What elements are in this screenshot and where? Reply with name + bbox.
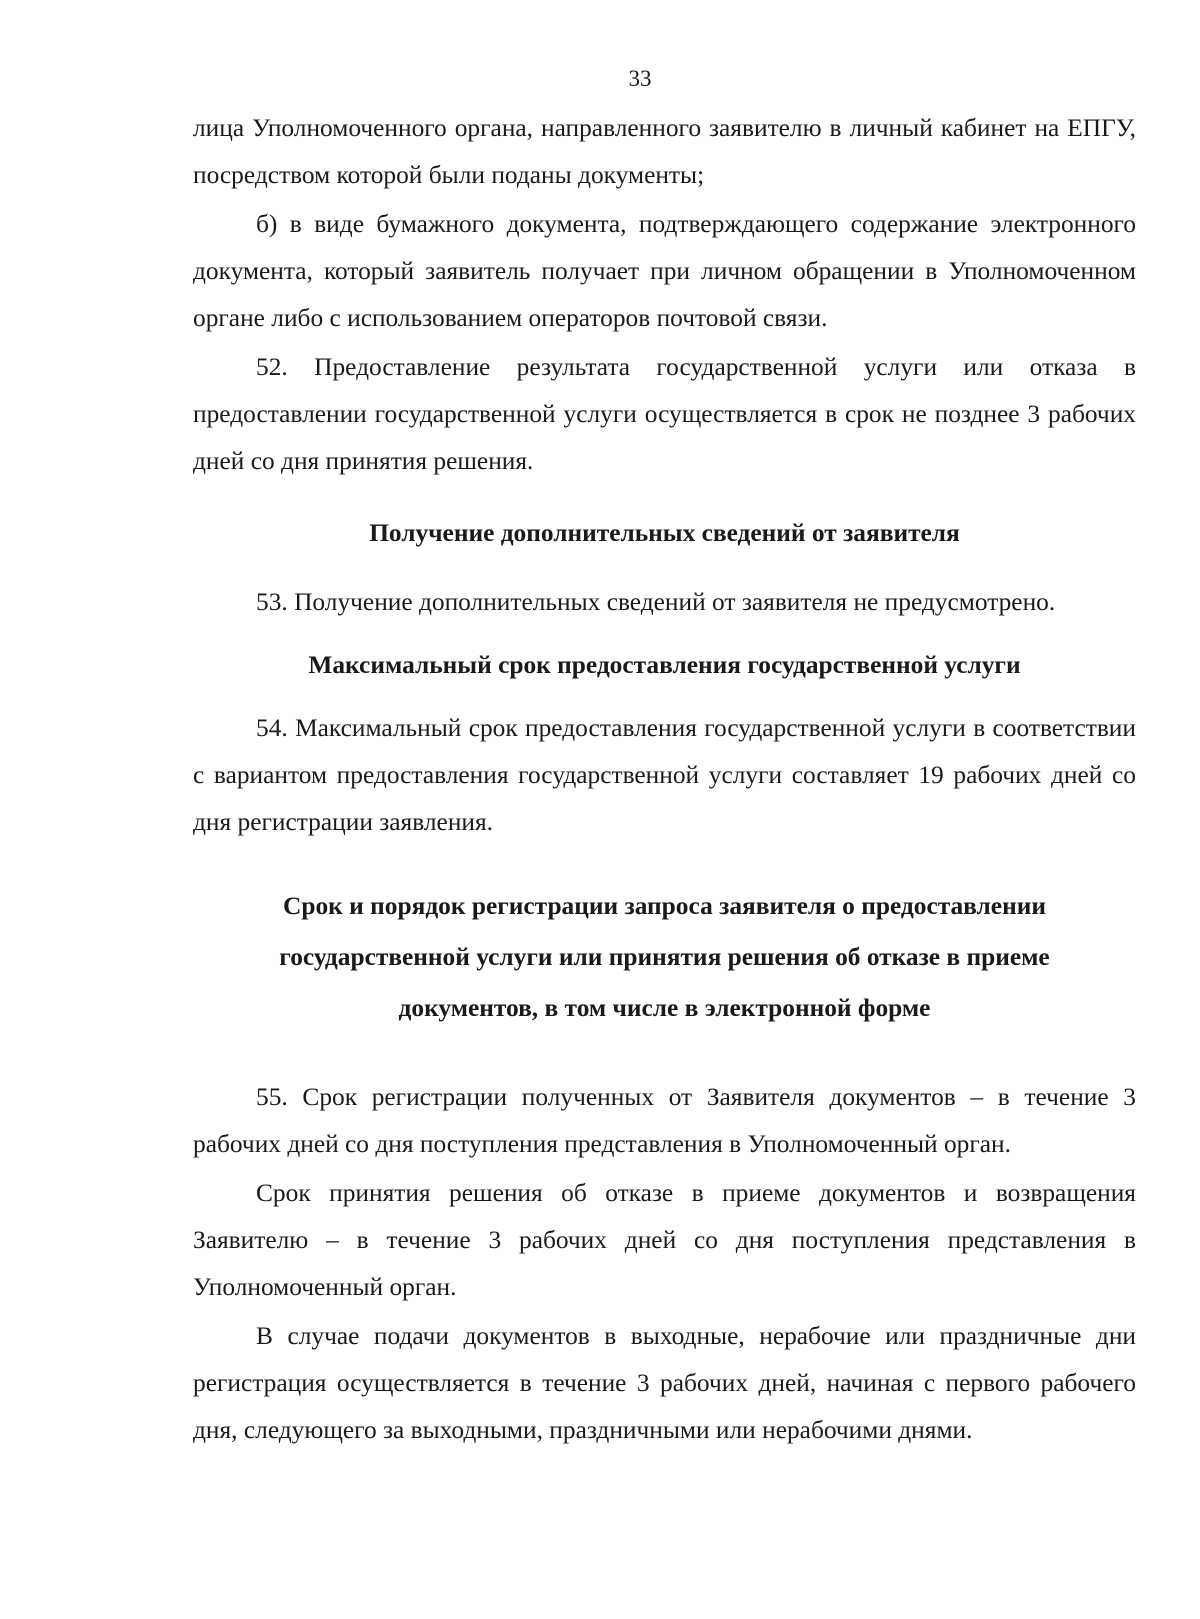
- paragraph-refusal-term: Срок принятия решения об отказе в приеме документов и возвращения Заявителю – в течение 3 рабочих дней со дня поступления представления в Уполномоченный орган.: [193, 1179, 1136, 1301]
- heading-line: Срок и порядок регистрации запроса заявителя о предоставлении: [283, 892, 1046, 920]
- paragraph-54: 54. Максимальный срок предоставления государственной услуги в соответствии с вариантом предоставления государственной услуги составляет 19 рабочих дней со дня регистрации заявления.: [193, 714, 1136, 836]
- section-heading-max-term: Максимальный срок предоставления государственной услуги: [308, 651, 1021, 679]
- paragraph-55: 55. Срок регистрации полученных от Заявителя документов – в течение 3 рабочих дней со дня поступления представления в Уполномоченный орган.: [193, 1083, 1136, 1158]
- paragraph-53: 53. Получение дополнительных сведений от заявителя не предусмотрено.: [256, 588, 1056, 616]
- paragraph-item-b: б) в виде бумажного документа, подтверждающего содержание электронного документа, который заявитель получает при личном обращении в Уполномоченном органе либо с использованием операторов почтовой связи.: [193, 210, 1136, 332]
- document-body: [193, 105, 1136, 1454]
- section-heading-registration: [193, 881, 1136, 1034]
- heading-line: документов, в том числе в электронной форме: [398, 994, 931, 1022]
- section-heading-additional-info: Получение дополнительных сведений от заявителя: [369, 519, 960, 547]
- paragraph-continuation: лица Уполномоченного органа, направленного заявителю в личный кабинет на ЕПГУ, посредством которой были поданы документы;: [193, 114, 1136, 189]
- paragraph-holidays: В случае подачи документов в выходные, нерабочие или праздничные дни регистрация осуществляется в течение 3 рабочих дней, начиная с первого рабочего дня, следующего за выходными, праздничными или нерабочими днями.: [193, 1322, 1136, 1444]
- page-number: 33: [628, 66, 652, 91]
- paragraph-52: 52. Предоставление результата государственной услуги или отказа в предоставлении государственной услуги осуществляется в срок не позднее 3 рабочих дней со дня принятия решения.: [193, 353, 1136, 475]
- heading-line: государственной услуги или принятия решения об отказе в приеме: [279, 943, 1050, 971]
